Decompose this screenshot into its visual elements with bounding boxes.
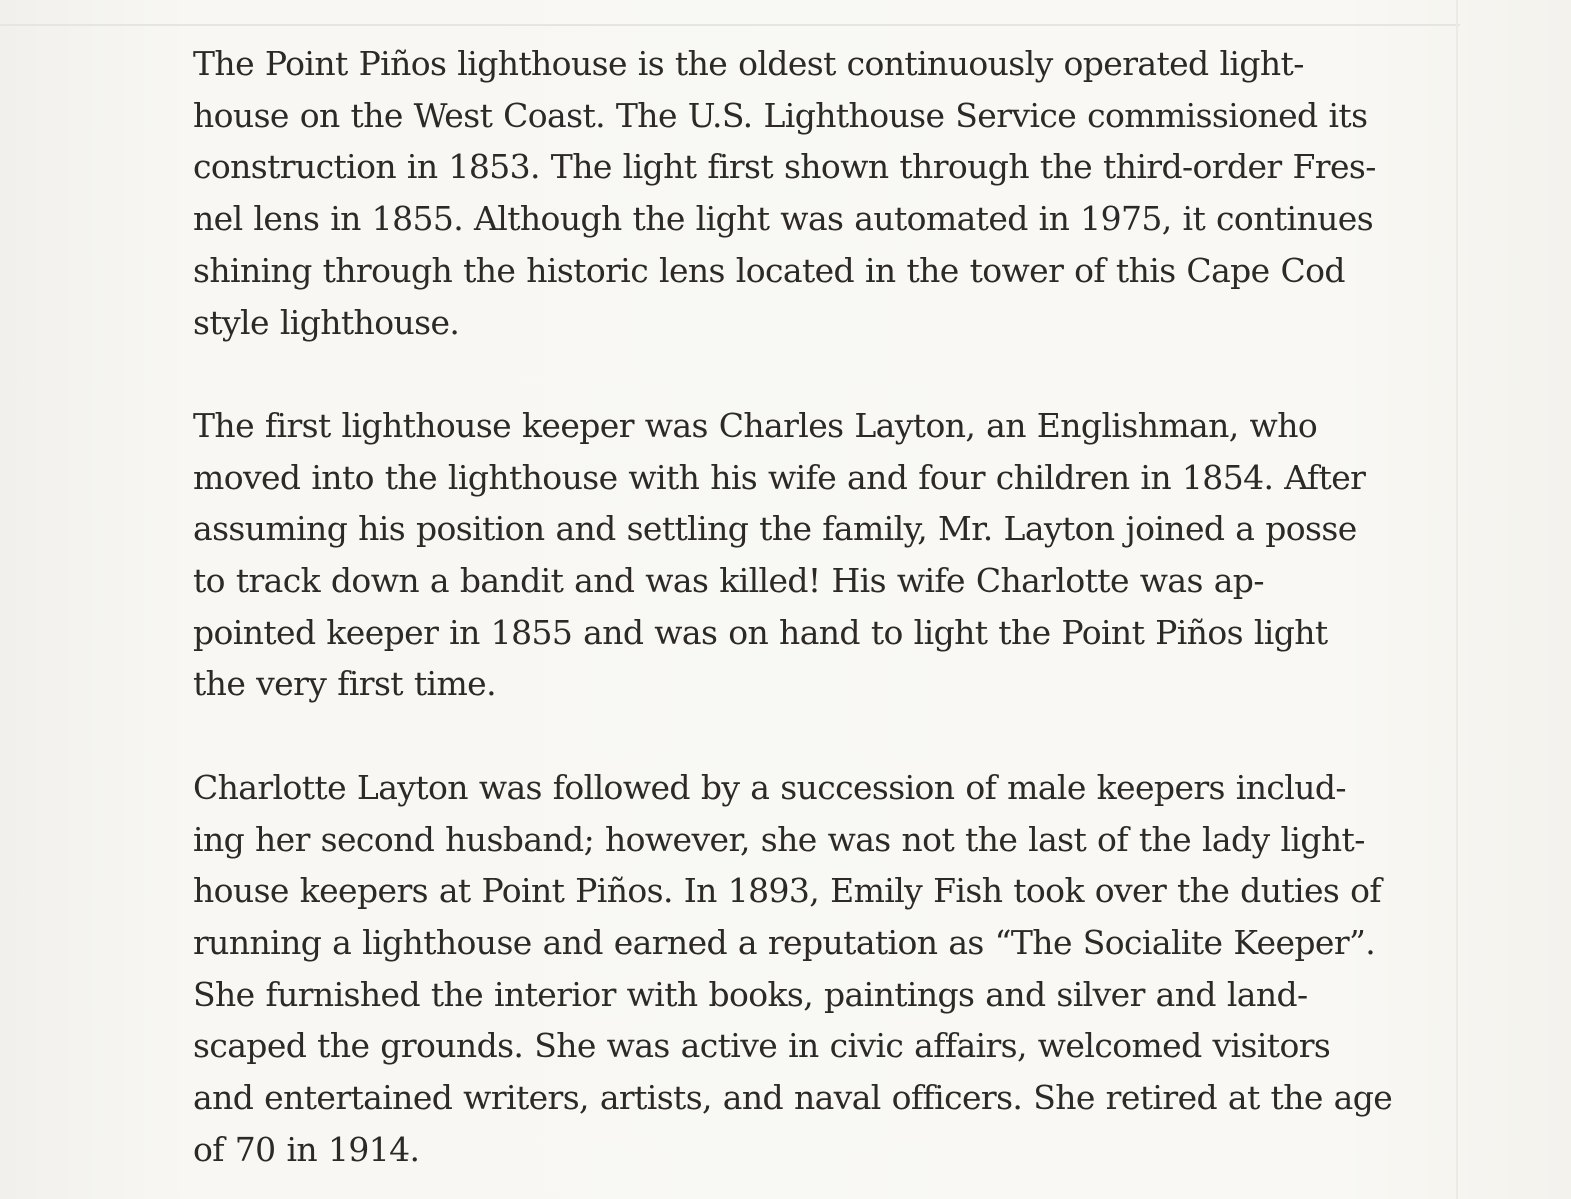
paragraph-emily-fish: [193, 762, 1423, 1176]
paragraph-spacer: [193, 348, 1423, 400]
text-line: house keepers at Point Piños. In 1893, Emily Fish took over the duties of: [193, 871, 1381, 911]
paragraph-spacer: [193, 710, 1423, 762]
text-line: and entertained writers, artists, and naval officers. She retired at the age: [193, 1078, 1393, 1118]
text-line: nel lens in 1855. Although the light was automated in 1975, it continues: [193, 199, 1374, 239]
text-line: construction in 1853. The light first shown through the third-order Fres-: [193, 147, 1376, 187]
text-line: running a lighthouse and earned a reputation as “The Socialite Keeper”.: [193, 922, 1376, 962]
text-line: Charlotte Layton was followed by a succession of male keepers includ-: [193, 767, 1346, 807]
text-line: The Point Piños lighthouse is the oldest continuously operated light-: [193, 44, 1304, 83]
page-right-edge: [1456, 0, 1458, 1199]
text-line: of 70 in 1914.: [193, 1129, 420, 1169]
paragraph-history: [193, 38, 1423, 348]
text-line: ing her second husband; however, she was not the last of the lady light-: [193, 819, 1365, 859]
text-line: style lighthouse.: [193, 302, 460, 342]
text-line: moved into the lighthouse with his wife and four children in 1854. After: [193, 457, 1366, 497]
page-top-edge: [0, 24, 1460, 26]
text-line: The first lighthouse keeper was Charles Layton, an Englishman, who: [193, 405, 1318, 445]
text-line: the very first time.: [193, 664, 496, 704]
text-line: shining through the historic lens located in the tower of this Cape Cod: [193, 250, 1345, 290]
text-line: to track down a bandit and was killed! His wife Charlotte was ap-: [193, 561, 1264, 601]
document-body: [193, 38, 1423, 1175]
text-line: assuming his position and settling the family, Mr. Layton joined a posse: [193, 509, 1357, 549]
text-line: She furnished the interior with books, paintings and silver and land-: [193, 974, 1308, 1014]
text-line: pointed keeper in 1855 and was on hand to light the Point Piños light: [193, 612, 1328, 652]
paragraph-first-keeper: [193, 400, 1423, 710]
text-line: house on the West Coast. The U.S. Lighthouse Service commissioned its: [193, 95, 1368, 135]
text-line: scaped the grounds. She was active in civic affairs, welcomed visitors: [193, 1026, 1331, 1066]
